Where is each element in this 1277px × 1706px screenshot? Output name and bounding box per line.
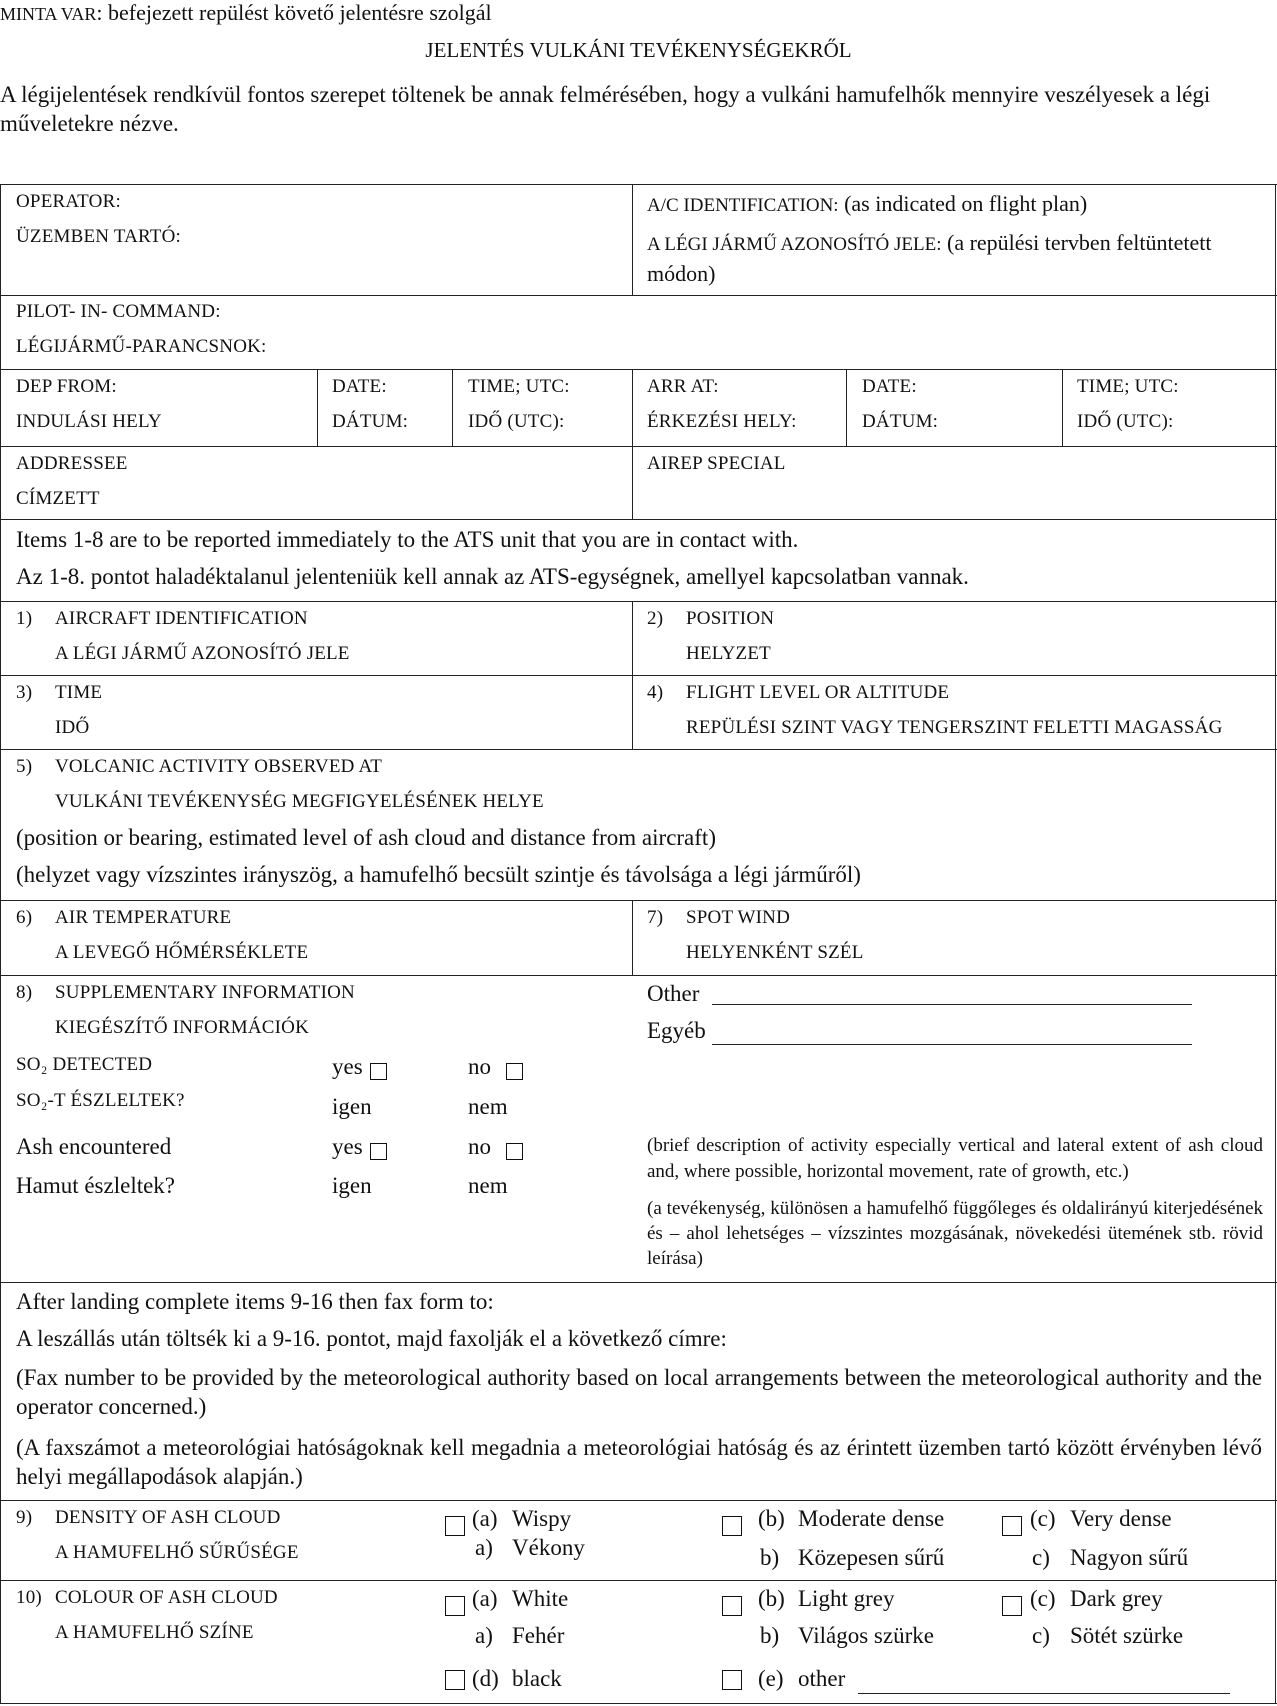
item-6-number: 6) bbox=[16, 907, 33, 928]
operator-field[interactable] bbox=[1, 250, 621, 290]
density-nagyon-label: Nagyon sűrű bbox=[1070, 1545, 1189, 1570]
dep-date-label-en: DATE: bbox=[332, 376, 387, 397]
colour-light-grey-checkbox[interactable] bbox=[722, 1596, 742, 1616]
items-intro-hu: Az 1-8. pontot haladéktalanul jelenteniük kell annak az ATS-egységnek, amellyel kapcsolatban vannak. bbox=[16, 564, 969, 589]
dep-date-label-hu: DÁTUM: bbox=[332, 411, 409, 432]
ac-id-caps-hu: A LÉGI JÁRMŰ AZONOSÍTÓ JELE: bbox=[647, 234, 942, 255]
item-6-label-en: AIR TEMPERATURE bbox=[55, 907, 232, 928]
sample-prefix: MINTA VAR bbox=[0, 4, 97, 24]
density-wispy-checkbox[interactable] bbox=[445, 1516, 465, 1536]
ash-yes-label: yes bbox=[332, 1134, 363, 1159]
after-landing-en: After landing complete items 9-16 then fax form to: bbox=[16, 1289, 494, 1314]
operator-label-hu: ÜZEMBEN TARTÓ: bbox=[16, 226, 181, 247]
other-input-line[interactable] bbox=[712, 1004, 1192, 1005]
density-b-hu-label: b) bbox=[760, 1545, 780, 1570]
item-5-label-hu: VULKÁNI TEVÉKENYSÉG MEGFIGYELÉSÉNEK HELYE bbox=[55, 791, 544, 812]
item-8-number: 8) bbox=[16, 982, 33, 1003]
colour-c-label: (c) bbox=[1030, 1586, 1056, 1611]
ash-yes-checkbox[interactable] bbox=[370, 1143, 387, 1160]
pic-label-hu: LÉGIJÁRMŰ-PARANCSNOK: bbox=[16, 336, 267, 357]
after-landing-hu: A leszállás után töltsék ki a 9-16. pontot, majd faxolják el a következő címre: bbox=[16, 1326, 727, 1351]
colour-a-label: (a) bbox=[472, 1586, 498, 1611]
item-10-label-en: COLOUR OF ASH CLOUD bbox=[55, 1587, 278, 1608]
so2-label-en: SO₂ DETECTED bbox=[16, 1054, 153, 1075]
ash-no-checkbox[interactable] bbox=[506, 1143, 523, 1160]
item-5-note-en: (position or bearing, estimated level of ash cloud and distance from aircraft) bbox=[16, 825, 716, 850]
intro-paragraph: A légijelentések rendkívül fontos szerepet töltenek be annak felmérésében, hogy a vulkáni hamufelhők mennyire veszélyesek a légi műveletekre nézve. bbox=[0, 82, 1211, 136]
item-4-label-en: FLIGHT LEVEL OR ALTITUDE bbox=[686, 682, 950, 703]
sample-text: : befejezett repülést követő jelentésre szolgál bbox=[96, 0, 492, 25]
colour-dark-grey-label: Dark grey bbox=[1070, 1586, 1163, 1611]
sample-label bbox=[0, 0, 492, 26]
ac-id-label-en bbox=[647, 191, 1087, 217]
item-2-label-en: POSITION bbox=[686, 608, 775, 629]
item-7-number: 7) bbox=[647, 907, 664, 928]
addressee-label-hu: CÍMZETT bbox=[16, 488, 100, 509]
item-2-number: 2) bbox=[647, 608, 664, 629]
density-a-label: (a) bbox=[472, 1506, 498, 1531]
item-7-label-hu: HELYENKÉNT SZÉL bbox=[686, 942, 864, 963]
arr-date-label-hu: DÁTUM: bbox=[862, 411, 939, 432]
airep-special-label: AIREP SPECIAL bbox=[647, 453, 786, 474]
items-intro-en: Items 1-8 are to be reported immediately to the ATS unit that you are in contact with. bbox=[16, 527, 799, 552]
colour-other-checkbox[interactable] bbox=[722, 1670, 742, 1690]
colour-black-label: black bbox=[512, 1666, 562, 1691]
arr-time-label-en: TIME; UTC: bbox=[1077, 376, 1179, 397]
dep-time-label-en: TIME; UTC: bbox=[468, 376, 570, 397]
colour-black-checkbox[interactable] bbox=[445, 1670, 465, 1690]
item-5-note-hu: (helyzet vagy vízszintes irányszög, a hamufelhő becsült szintje és távolsága a légi járműről) bbox=[16, 862, 861, 887]
so2-label-hu: SO₂-T ÉSZLELTEK? bbox=[16, 1090, 185, 1111]
ac-id-label-hu bbox=[647, 228, 1259, 288]
ash-igen-label: igen bbox=[332, 1173, 372, 1198]
item-8-label-en: SUPPLEMENTARY INFORMATION bbox=[55, 982, 355, 1003]
arr-date-label-en: DATE: bbox=[862, 376, 917, 397]
arr-time-label-hu: IDŐ (UTC): bbox=[1077, 411, 1174, 432]
dep-label-hu: INDULÁSI HELY bbox=[16, 411, 162, 432]
dep-label-en: DEP FROM: bbox=[16, 376, 117, 397]
pic-label-en: PILOT- IN- COMMAND: bbox=[16, 301, 221, 322]
so2-no-checkbox[interactable] bbox=[506, 1063, 523, 1080]
arr-label-hu: ÉRKEZÉSI HELY: bbox=[647, 411, 797, 432]
item-10-label-hu: A HAMUFELHŐ SZÍNE bbox=[55, 1622, 254, 1643]
item-7-label-en: SPOT WIND bbox=[686, 907, 791, 928]
item-5-label-en: VOLCANIC ACTIVITY OBSERVED AT bbox=[55, 756, 383, 777]
colour-sotet-label: Sötét szürke bbox=[1070, 1623, 1184, 1648]
colour-other-input-line[interactable] bbox=[858, 1693, 1230, 1694]
operator-label-en: OPERATOR: bbox=[16, 191, 121, 212]
colour-white-label: White bbox=[512, 1586, 569, 1611]
colour-light-grey-label: Light grey bbox=[798, 1586, 895, 1611]
colour-b-label: (b) bbox=[758, 1586, 785, 1611]
colour-d-label: (d) bbox=[472, 1666, 499, 1691]
item-1-label-en: AIRCRAFT IDENTIFICATION bbox=[55, 608, 308, 629]
ash-nem-label: nem bbox=[468, 1173, 508, 1198]
colour-feher-label: Fehér bbox=[512, 1623, 565, 1648]
item-4-label-hu: REPÜLÉSI SZINT VAGY TENGERSZINT FELETTI MAGASSÁG bbox=[686, 717, 1223, 738]
so2-yes-label: yes bbox=[332, 1054, 363, 1079]
item-3-label-hu: IDŐ bbox=[55, 717, 90, 738]
density-moderate-checkbox[interactable] bbox=[722, 1516, 742, 1536]
fax-note-hu: (A faxszámot a meteorológiai hatóságoknak kell megadnia a meteorológiai hatóság és az érintett üzemben tartó között érvényben lévő helyi megállapodások alapján.) bbox=[16, 1435, 1262, 1489]
colour-vilagos-label: Világos szürke bbox=[798, 1623, 934, 1648]
activity-description-en: (brief description of activity especially vertical and lateral extent of ash cloud and, where possible, horizontal movement, rate of growth, etc.) bbox=[647, 1135, 1263, 1182]
so2-igen-label: igen bbox=[332, 1094, 372, 1119]
dep-time-label-hu: IDŐ (UTC): bbox=[468, 411, 565, 432]
colour-b-hu-label: b) bbox=[760, 1623, 780, 1648]
colour-other-label: other bbox=[798, 1666, 846, 1691]
item-8-label-hu: KIEGÉSZÍTŐ INFORMÁCIÓK bbox=[55, 1017, 310, 1038]
addressee-label-en: ADDRESSEE bbox=[16, 453, 128, 474]
density-very-dense-checkbox[interactable] bbox=[1002, 1516, 1022, 1536]
density-moderate-label: Moderate dense bbox=[798, 1506, 945, 1531]
so2-no-label: no bbox=[468, 1054, 491, 1079]
density-b-label: (b) bbox=[758, 1506, 785, 1531]
density-wispy-label: Wispy bbox=[512, 1506, 572, 1531]
other-label-en: Other bbox=[647, 981, 700, 1006]
item-1-label-hu: A LÉGI JÁRMŰ AZONOSÍTÓ JELE bbox=[55, 643, 350, 664]
item-9-label-hu: A HAMUFELHŐ SŰRŰSÉGE bbox=[55, 1542, 299, 1563]
colour-e-label: (e) bbox=[758, 1666, 784, 1691]
item-1-number: 1) bbox=[16, 608, 33, 629]
item-6-label-hu: A LEVEGŐ HŐMÉRSÉKLETE bbox=[55, 942, 309, 963]
colour-dark-grey-checkbox[interactable] bbox=[1002, 1596, 1022, 1616]
density-vekony-label: Vékony bbox=[512, 1535, 585, 1560]
colour-white-checkbox[interactable] bbox=[445, 1596, 465, 1616]
arr-label-en: ARR AT: bbox=[647, 376, 719, 397]
colour-c-hu-label: c) bbox=[1032, 1623, 1050, 1648]
so2-nem-label: nem bbox=[468, 1094, 508, 1119]
density-c-hu-label: c) bbox=[1032, 1545, 1050, 1570]
item-2-label-hu: HELYZET bbox=[686, 643, 771, 664]
other-label-hu: Egyéb bbox=[647, 1018, 706, 1043]
item-5-number: 5) bbox=[16, 756, 33, 777]
ac-id-note-en: (as indicated on flight plan) bbox=[838, 191, 1088, 216]
density-kozepesen-label: Közepesen sűrű bbox=[798, 1545, 945, 1570]
item-3-label-en: TIME bbox=[55, 682, 103, 703]
colour-a-hu-label: a) bbox=[475, 1623, 493, 1648]
item-4-number: 4) bbox=[647, 682, 664, 703]
ac-id-note-hu: (a repülési tervben feltüntetett módon) bbox=[647, 230, 1212, 286]
so2-yes-checkbox[interactable] bbox=[370, 1063, 387, 1080]
ash-no-label: no bbox=[468, 1134, 491, 1159]
density-c-label: (c) bbox=[1030, 1506, 1056, 1531]
activity-description-hu: (a tevékenység, különösen a hamufelhő függőleges és oldalirányú kiterjedésének és – ahol lehetséges – vízszintes mozgásának, növekedési ütemének stb. rövid leírása) bbox=[647, 1198, 1263, 1269]
other-hu-input-line[interactable] bbox=[712, 1044, 1192, 1045]
fax-note-en: (Fax number to be provided by the meteorological authority based on local arrangements between the meteorological authority and the operator concerned.) bbox=[16, 1365, 1262, 1419]
item-9-number: 9) bbox=[16, 1507, 33, 1528]
ash-label-en: Ash encountered bbox=[16, 1134, 172, 1159]
density-very-dense-label: Very dense bbox=[1070, 1506, 1172, 1531]
item-3-number: 3) bbox=[16, 682, 33, 703]
density-a-hu-label: a) bbox=[475, 1535, 493, 1560]
item-10-number: 10) bbox=[16, 1587, 42, 1608]
item-9-label-en: DENSITY OF ASH CLOUD bbox=[55, 1507, 281, 1528]
ac-id-caps-en: A/C IDENTIFICATION: bbox=[647, 195, 839, 216]
document-title: JELENTÉS VULKÁNI TEVÉKENYSÉGEKRŐL bbox=[425, 38, 852, 62]
ash-label-hu: Hamut észleltek? bbox=[16, 1173, 176, 1198]
